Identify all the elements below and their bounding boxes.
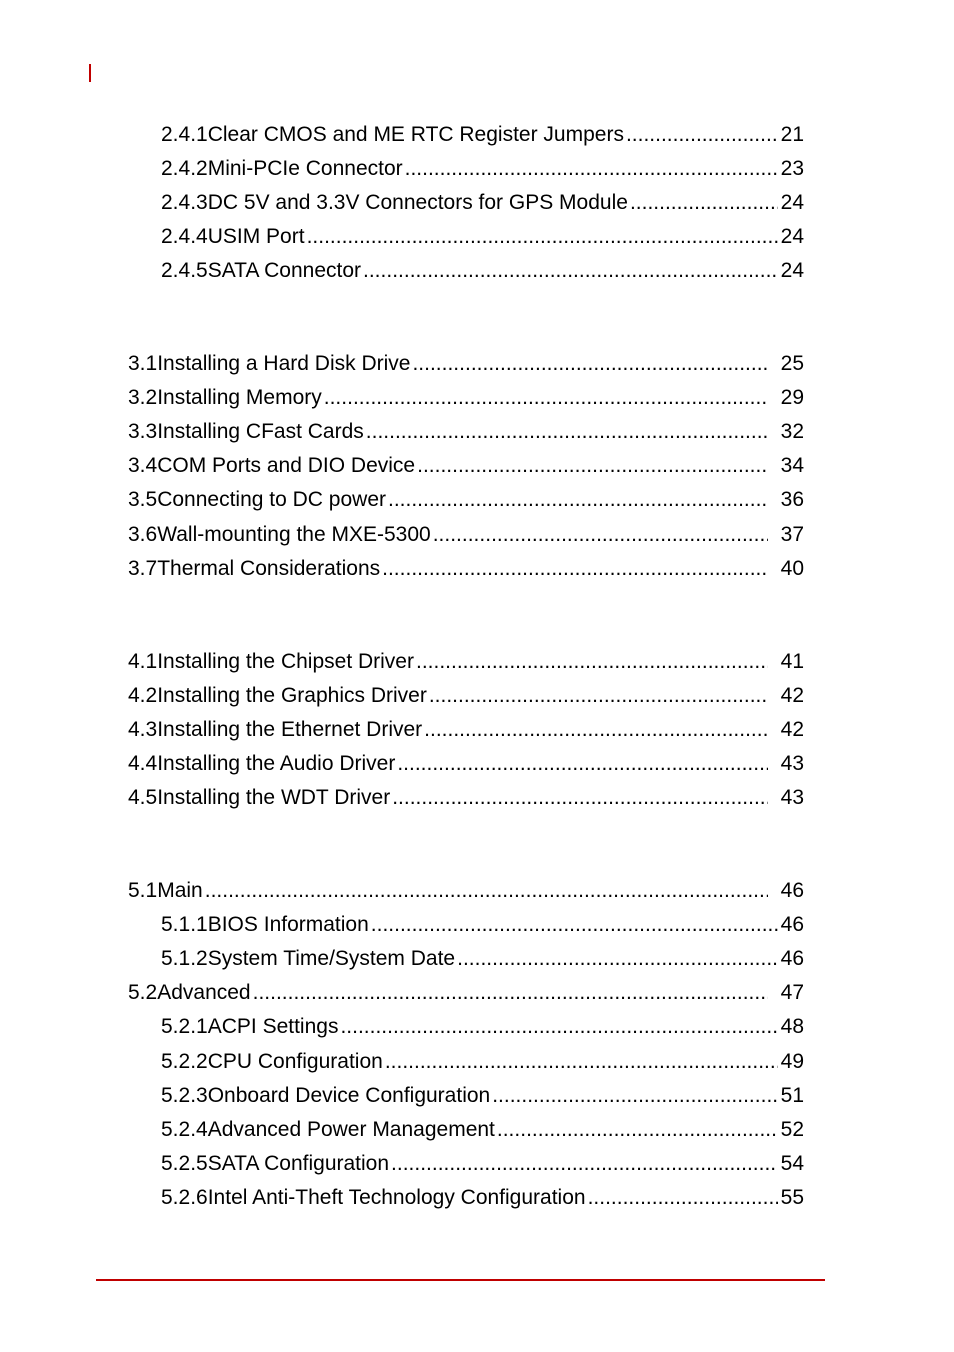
- toc-leader-dots: [588, 1181, 778, 1215]
- toc-entry[interactable]: [128, 552, 804, 586]
- toc-entry-page: 23: [780, 157, 804, 180]
- toc-entry-page: 24: [780, 259, 804, 282]
- toc-entry[interactable]: [161, 152, 804, 186]
- toc-entry-page: 46: [780, 947, 804, 970]
- toc-leader-dots: [253, 976, 768, 1010]
- toc-leader-dots: [388, 483, 768, 517]
- toc-entry[interactable]: [128, 518, 804, 552]
- toc-leader-dots: [492, 1079, 778, 1113]
- toc-entry-title: Main: [157, 879, 203, 902]
- toc-entry-title: SATA Configuration: [207, 1152, 390, 1175]
- toc-leader-dots: [630, 186, 778, 220]
- footer-rule: [96, 1279, 825, 1281]
- toc-entry[interactable]: [128, 976, 804, 1010]
- toc-entry-title: BIOS Information: [207, 913, 369, 936]
- toc-entry-page: 46: [780, 879, 804, 902]
- toc-entry[interactable]: [128, 679, 804, 713]
- toc-leader-dots: [307, 220, 778, 254]
- toc-entry-number: 2.4.4: [161, 225, 208, 248]
- toc-entry-page: 21: [780, 123, 804, 146]
- toc-entry-title: Installing the Audio Driver: [157, 752, 396, 775]
- toc-entry-title: System Time/System Date: [207, 947, 456, 970]
- toc-entry-number: 5.1.2: [161, 947, 208, 970]
- toc-entry-page: 43: [780, 752, 804, 775]
- toc-entry[interactable]: [128, 645, 804, 679]
- toc-entry-title: Onboard Device Configuration: [207, 1084, 491, 1107]
- toc-leader-dots: [340, 1010, 778, 1044]
- toc-entry-page: 54: [780, 1152, 804, 1175]
- toc-entry[interactable]: [161, 1147, 804, 1181]
- toc-leader-dots: [385, 1045, 778, 1079]
- toc-entry[interactable]: [161, 220, 804, 254]
- toc-entry-page: 25: [780, 352, 804, 375]
- toc-entry-number: 4.4: [128, 752, 158, 775]
- toc-entry-page: 46: [780, 913, 804, 936]
- toc-entry[interactable]: [161, 1010, 804, 1044]
- toc-entry-title: Connecting to DC power: [157, 488, 386, 511]
- toc-entry[interactable]: [128, 781, 804, 815]
- toc-entry-title: Thermal Considerations: [157, 557, 381, 580]
- toc-entry-number: 5.2.3: [161, 1084, 208, 1107]
- toc-entry-number: 4.1: [128, 650, 158, 673]
- toc-entry-number: 3.3: [128, 420, 158, 443]
- toc-entry[interactable]: [128, 874, 804, 908]
- toc-leader-dots: [324, 381, 768, 415]
- toc-entry-page: 32: [780, 420, 804, 443]
- toc-leader-dots: [424, 713, 768, 747]
- toc-entry-number: 3.5: [128, 488, 158, 511]
- toc-entry-number: 3.2: [128, 386, 158, 409]
- toc-entry[interactable]: [161, 1113, 804, 1147]
- toc-entry[interactable]: [161, 1079, 804, 1113]
- toc-leader-dots: [429, 679, 768, 713]
- toc-entry-page: 49: [780, 1050, 804, 1073]
- header-marker: [89, 64, 91, 82]
- toc-leader-dots: [363, 254, 778, 288]
- toc-entry-title: DC 5V and 3.3V Connectors for GPS Module: [207, 191, 628, 214]
- toc-leader-dots: [205, 874, 768, 908]
- toc-entry-title: USIM Port: [207, 225, 305, 248]
- toc-entry[interactable]: [128, 415, 804, 449]
- toc-entry-title: COM Ports and DIO Device: [157, 454, 416, 477]
- toc-entry-number: 5.2.2: [161, 1050, 208, 1073]
- toc-entry-title: Clear CMOS and ME RTC Register Jumpers: [207, 123, 624, 146]
- toc-entry-number: 5.2: [128, 981, 158, 1004]
- toc-leader-dots: [497, 1113, 778, 1147]
- toc-entry-page: 51: [780, 1084, 804, 1107]
- toc-entry-number: 5.2.5: [161, 1152, 208, 1175]
- toc-entry-title: Wall-mounting the MXE-5300: [157, 523, 431, 546]
- toc-entry-number: 5.1: [128, 879, 158, 902]
- toc-entry[interactable]: [161, 908, 804, 942]
- toc-leader-dots: [626, 118, 778, 152]
- toc-entry-page: 36: [780, 488, 804, 511]
- toc-leader-dots: [433, 518, 768, 552]
- toc-entry-title: Installing the Graphics Driver: [157, 684, 427, 707]
- toc-entry-title: Installing the Ethernet Driver: [157, 718, 423, 741]
- toc-entry-title: Installing CFast Cards: [157, 420, 364, 443]
- toc-entry-number: 5.2.4: [161, 1118, 208, 1141]
- toc-entry-number: 2.4.5: [161, 259, 208, 282]
- toc-entry-title: Advanced: [157, 981, 251, 1004]
- toc-entry-title: CPU Configuration: [207, 1050, 383, 1073]
- toc-entry-number: 5.1.1: [161, 913, 208, 936]
- toc-entry-page: 47: [780, 981, 804, 1004]
- toc-entry-title: Mini-PCIe Connector: [207, 157, 403, 180]
- toc-leader-dots: [391, 1147, 778, 1181]
- toc-entry-number: 5.2.1: [161, 1015, 208, 1038]
- toc-leader-dots: [382, 552, 768, 586]
- toc-leader-dots: [412, 347, 768, 381]
- toc-entry-number: 2.4.3: [161, 191, 208, 214]
- toc-leader-dots: [457, 942, 778, 976]
- toc-entry-number: 2.4.1: [161, 123, 208, 146]
- toc-entry-number: 3.4: [128, 454, 158, 477]
- toc-entry[interactable]: [161, 1181, 804, 1215]
- toc-entry[interactable]: [161, 942, 804, 976]
- toc-entry-page: 48: [780, 1015, 804, 1038]
- toc-entry-page: 43: [780, 786, 804, 809]
- toc-entry-number: 4.3: [128, 718, 158, 741]
- toc-entry[interactable]: [128, 347, 804, 381]
- toc-entry-title: Intel Anti-Theft Technology Configuration: [207, 1186, 586, 1209]
- toc-entry-page: 34: [780, 454, 804, 477]
- toc-entry-title: Installing the WDT Driver: [157, 786, 391, 809]
- toc-entry[interactable]: [128, 449, 804, 483]
- toc-entry[interactable]: [128, 713, 804, 747]
- toc-entry-page: 37: [780, 523, 804, 546]
- toc-entry-page: 55: [780, 1186, 804, 1209]
- toc-entry-number: 4.2: [128, 684, 158, 707]
- toc-entry[interactable]: [161, 118, 804, 152]
- toc-entry-page: 41: [780, 650, 804, 673]
- toc-entry-page: 52: [780, 1118, 804, 1141]
- toc-entry-number: 3.6: [128, 523, 158, 546]
- toc-entry-title: Advanced Power Management: [207, 1118, 495, 1141]
- toc-entry-number: 3.1: [128, 352, 158, 375]
- toc-entry[interactable]: [161, 1045, 804, 1079]
- toc-leader-dots: [417, 449, 768, 483]
- toc-leader-dots: [416, 645, 768, 679]
- toc-entry-title: Installing Memory: [157, 386, 322, 409]
- toc-entry-page: 42: [780, 718, 804, 741]
- toc-entry[interactable]: [161, 254, 804, 288]
- toc-entry[interactable]: [128, 381, 804, 415]
- toc-entry-page: 40: [780, 557, 804, 580]
- toc-leader-dots: [366, 415, 768, 449]
- toc-entry-number: 2.4.2: [161, 157, 208, 180]
- toc-entry[interactable]: [128, 747, 804, 781]
- toc-entry[interactable]: [128, 483, 804, 517]
- toc-entry-page: 24: [780, 191, 804, 214]
- toc-leader-dots: [397, 747, 768, 781]
- toc-leader-dots: [405, 152, 778, 186]
- toc-entry-title: SATA Connector: [207, 259, 362, 282]
- toc-entry-title: Installing the Chipset Driver: [157, 650, 414, 673]
- toc-entry-title: Installing a Hard Disk Drive: [157, 352, 411, 375]
- toc-leader-dots: [371, 908, 778, 942]
- toc-entry-page: 29: [780, 386, 804, 409]
- toc-entry-page: 24: [780, 225, 804, 248]
- toc-entry-title: ACPI Settings: [207, 1015, 339, 1038]
- toc-leader-dots: [392, 781, 768, 815]
- toc-entry-number: 4.5: [128, 786, 158, 809]
- toc-entry-page: 42: [780, 684, 804, 707]
- toc-entry-number: 3.7: [128, 557, 158, 580]
- toc-entry[interactable]: [161, 186, 804, 220]
- toc-entry-number: 5.2.6: [161, 1186, 208, 1209]
